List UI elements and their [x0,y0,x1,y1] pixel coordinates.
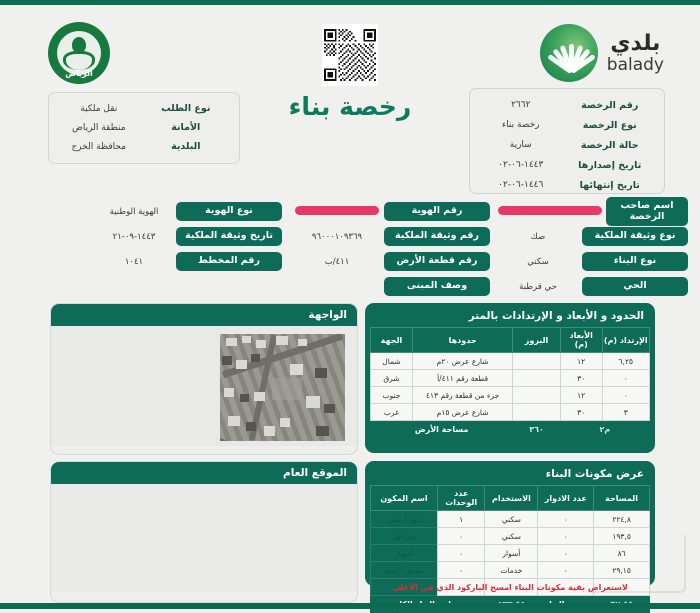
info-row [57,118,231,137]
building-type-value: سكني [527,256,549,267]
id-number-label: رقم الهوية [384,202,490,220]
boundaries-table-card [365,303,655,453]
facade-panel-body [51,326,357,446]
sitemap-panel-body [51,484,357,592]
barcode-instruction-note: لاستعراض بقية مكونات البناء امسح الباركود الذي في الأعلى [392,583,628,592]
field-row-building-type [494,250,688,273]
cell-usage: سكني [485,528,538,545]
municipality-label: البلدية [171,141,201,152]
land-area-label: مساحة الأرض [371,421,513,438]
fields-column-right [494,200,688,300]
field-row-district [494,275,688,298]
id-type-value: الهوية الوطنية [109,206,159,217]
cell-floors: ٠ [538,545,594,562]
cell-area: ٢٢٤,٨ [594,511,650,528]
district-label: الحي [582,277,688,295]
license-status-label: حالة الرخصة [580,139,639,151]
license-number-label: رقم الرخصة [581,99,639,111]
permit-fields-section [0,200,700,292]
cell-units: ٠ [437,545,484,562]
riyadh-municipality-logo-icon [48,22,110,84]
cell-direction: جنوب [371,387,413,404]
col-retreat: الإرتداد (م) [602,328,649,353]
info-row [478,115,656,135]
owner-name-value [494,206,606,218]
fields-column-left [92,200,282,275]
ownership-doc-type-value: صك [530,231,546,242]
table-row [371,353,650,370]
col-floors: عدد الادوار [538,486,594,511]
plan-number-label: رقم المخطط [176,252,282,270]
col-dimension: الأبعاد (م) [560,328,602,353]
cell-usage: أسوار [485,545,538,562]
request-info-box [48,92,240,164]
cell-units: ١ [437,511,484,528]
cell-usage: سكني [485,511,538,528]
info-row [478,155,656,175]
owner-name-label: اسم صاحب الرخصة [606,197,688,226]
cell-projection [513,353,560,370]
cell-bounded-by: جزء من قطعة رقم ٤١٣ [412,387,512,404]
redaction-bar [498,206,602,215]
table-row [371,370,650,387]
field-row-ownership-doc-type [494,225,688,248]
redaction-bar [295,206,379,215]
plan-number-value: ١٠٤١ [124,256,144,267]
ownership-doc-date-value: ١٤٤٣-٠٩-٢١ [112,231,156,242]
table-header-row [371,486,650,511]
field-row-id-number [290,200,490,223]
cell-dimension: ٣٠ [560,404,602,421]
satellite-image [220,334,345,441]
document-header [0,8,700,88]
cell-usage: خدمات [485,562,538,579]
col-projection: البروز [513,328,560,353]
table-row [371,511,650,528]
cell-bounded-by: شارع عرض ١٥م [412,404,512,421]
components-table-title: عرض مكونات البناء [545,468,644,480]
cell-area: ٢٩,١٥ [594,562,650,579]
cell-units: ٠ [437,528,484,545]
col-direction: الجهة [371,328,413,353]
field-row-id-type [92,200,282,223]
balady-logo-latin: balady [606,54,664,75]
land-plot-number-value: ٤١١/ب [324,256,350,267]
ownership-doc-number-value: ٩٦٠٠٠١٠٩٣٦٩ [311,231,363,242]
field-row-ownership-doc-date [92,225,282,248]
sitemap-panel-title: الموقع العام [51,462,357,484]
municipality-logo-label: الرياض [65,69,93,78]
table-summary-row [371,421,650,438]
cell-area: ١٩٣,٥ [594,528,650,545]
cell-projection [513,387,560,404]
cell-floors: ٠ [538,528,594,545]
table-row [371,387,650,404]
cell-component-name: ملحق أرضية [371,562,438,579]
cell-units: ٠ [437,562,484,579]
balady-palm-emblem-icon [540,24,598,82]
amanah-value: منطقة الرياض [72,122,126,133]
col-bounded-by: حدودها [412,328,512,353]
fields-column-middle [290,200,490,300]
info-row [57,137,231,156]
balady-logo [540,24,664,82]
expiry-date-value: ١٤٤٦-٠٦-٠٢ [498,180,544,190]
id-number-value [290,206,384,218]
table-header-row [371,328,650,353]
ownership-doc-date-label: تاريخ وثيقة الملكية [176,227,282,245]
facade-panel-title: الواجهة [51,304,357,326]
issue-date-label: تاريخ إصدارها [578,159,642,171]
field-row-plan-number [92,250,282,273]
building-description-label: وصف المبنى [384,277,490,295]
cell-dimension: ٣٠ [560,370,602,387]
watermark-decoration [588,535,686,593]
info-row [478,175,656,195]
issue-date-value: ١٤٤٣-٠٦-٠٢ [498,160,544,170]
info-row [57,99,231,118]
cell-floors: ٠ [538,511,594,528]
cell-direction: شمال [371,353,413,370]
ownership-doc-type-label: نوع وثيقة الملكية [582,227,688,245]
table-row [371,404,650,421]
field-row-building-description [290,275,490,298]
expiry-date-label: تاريخ إنتهائها [579,179,640,191]
cell-retreat: ٦,٢٥ [602,353,649,370]
district-value: حي قرطبة [519,281,557,292]
land-area-value: ٣٦٠ [513,421,560,438]
cell-component-name: دور أول [371,528,438,545]
qr-code-icon[interactable] [322,24,378,86]
cell-component-name: دور أرضي [371,511,438,528]
land-area-unit: م٢ [560,421,649,438]
col-usage: الاستخدام [485,486,538,511]
bottom-accent-bar [0,603,700,609]
cell-bounded-by: شارع عرض ٢٠م [412,353,512,370]
cell-area: ٨٦ [594,545,650,562]
cell-projection [513,404,560,421]
boundaries-table-title: الحدود و الأبعاد و الإرتدادات بالمتر [468,310,644,322]
cell-floors: ٠ [538,562,594,579]
license-type-value: رخصة بناء [501,120,540,130]
license-info-box [469,88,665,194]
municipality-value: محافظة الخرج [71,141,127,152]
cell-retreat: ٠ [602,370,649,387]
col-component-name: اسم المكون [371,486,438,511]
ownership-doc-number-label: رقم وثيقة الملكية [384,227,490,245]
cell-projection [513,370,560,387]
cell-dimension: ١٢ [560,387,602,404]
cell-retreat: ٣ [602,404,649,421]
amanah-label: الأمانة [171,122,201,133]
cell-dimension: ١٢ [560,353,602,370]
cell-retreat: ٠ [602,387,649,404]
license-status-value: سارية [509,140,532,150]
info-row [478,135,656,155]
cell-bounded-by: قطعة رقم ٤١١/أ [412,370,512,387]
info-row [478,95,656,115]
cell-direction: غرب [371,404,413,421]
land-plot-number-label: رقم قطعة الأرض [384,252,490,270]
license-number-value: ٢٦٦٢ [511,100,531,110]
col-area: المساحة [594,486,650,511]
sitemap-panel [50,461,358,603]
building-type-label: نوع البناء [582,252,688,270]
balady-logo-arabic: بلدي [610,30,661,56]
page-title: رخصة بناء [288,92,412,121]
col-units: عدد الوحدات [437,486,484,511]
id-type-label: نوع الهوية [176,202,282,220]
boundaries-table [370,327,650,438]
top-accent-bar [0,0,700,5]
cell-component-name: أسوار [371,545,438,562]
field-row-land-plot-number [290,250,490,273]
field-row-owner-name [494,200,688,223]
license-type-label: نوع الرخصة [582,119,637,131]
cell-direction: شرق [371,370,413,387]
request-type-value: نقل ملكية [80,103,118,114]
field-row-ownership-doc-number [290,225,490,248]
facade-panel [50,303,358,455]
request-type-label: نوع الطلب [161,103,211,114]
